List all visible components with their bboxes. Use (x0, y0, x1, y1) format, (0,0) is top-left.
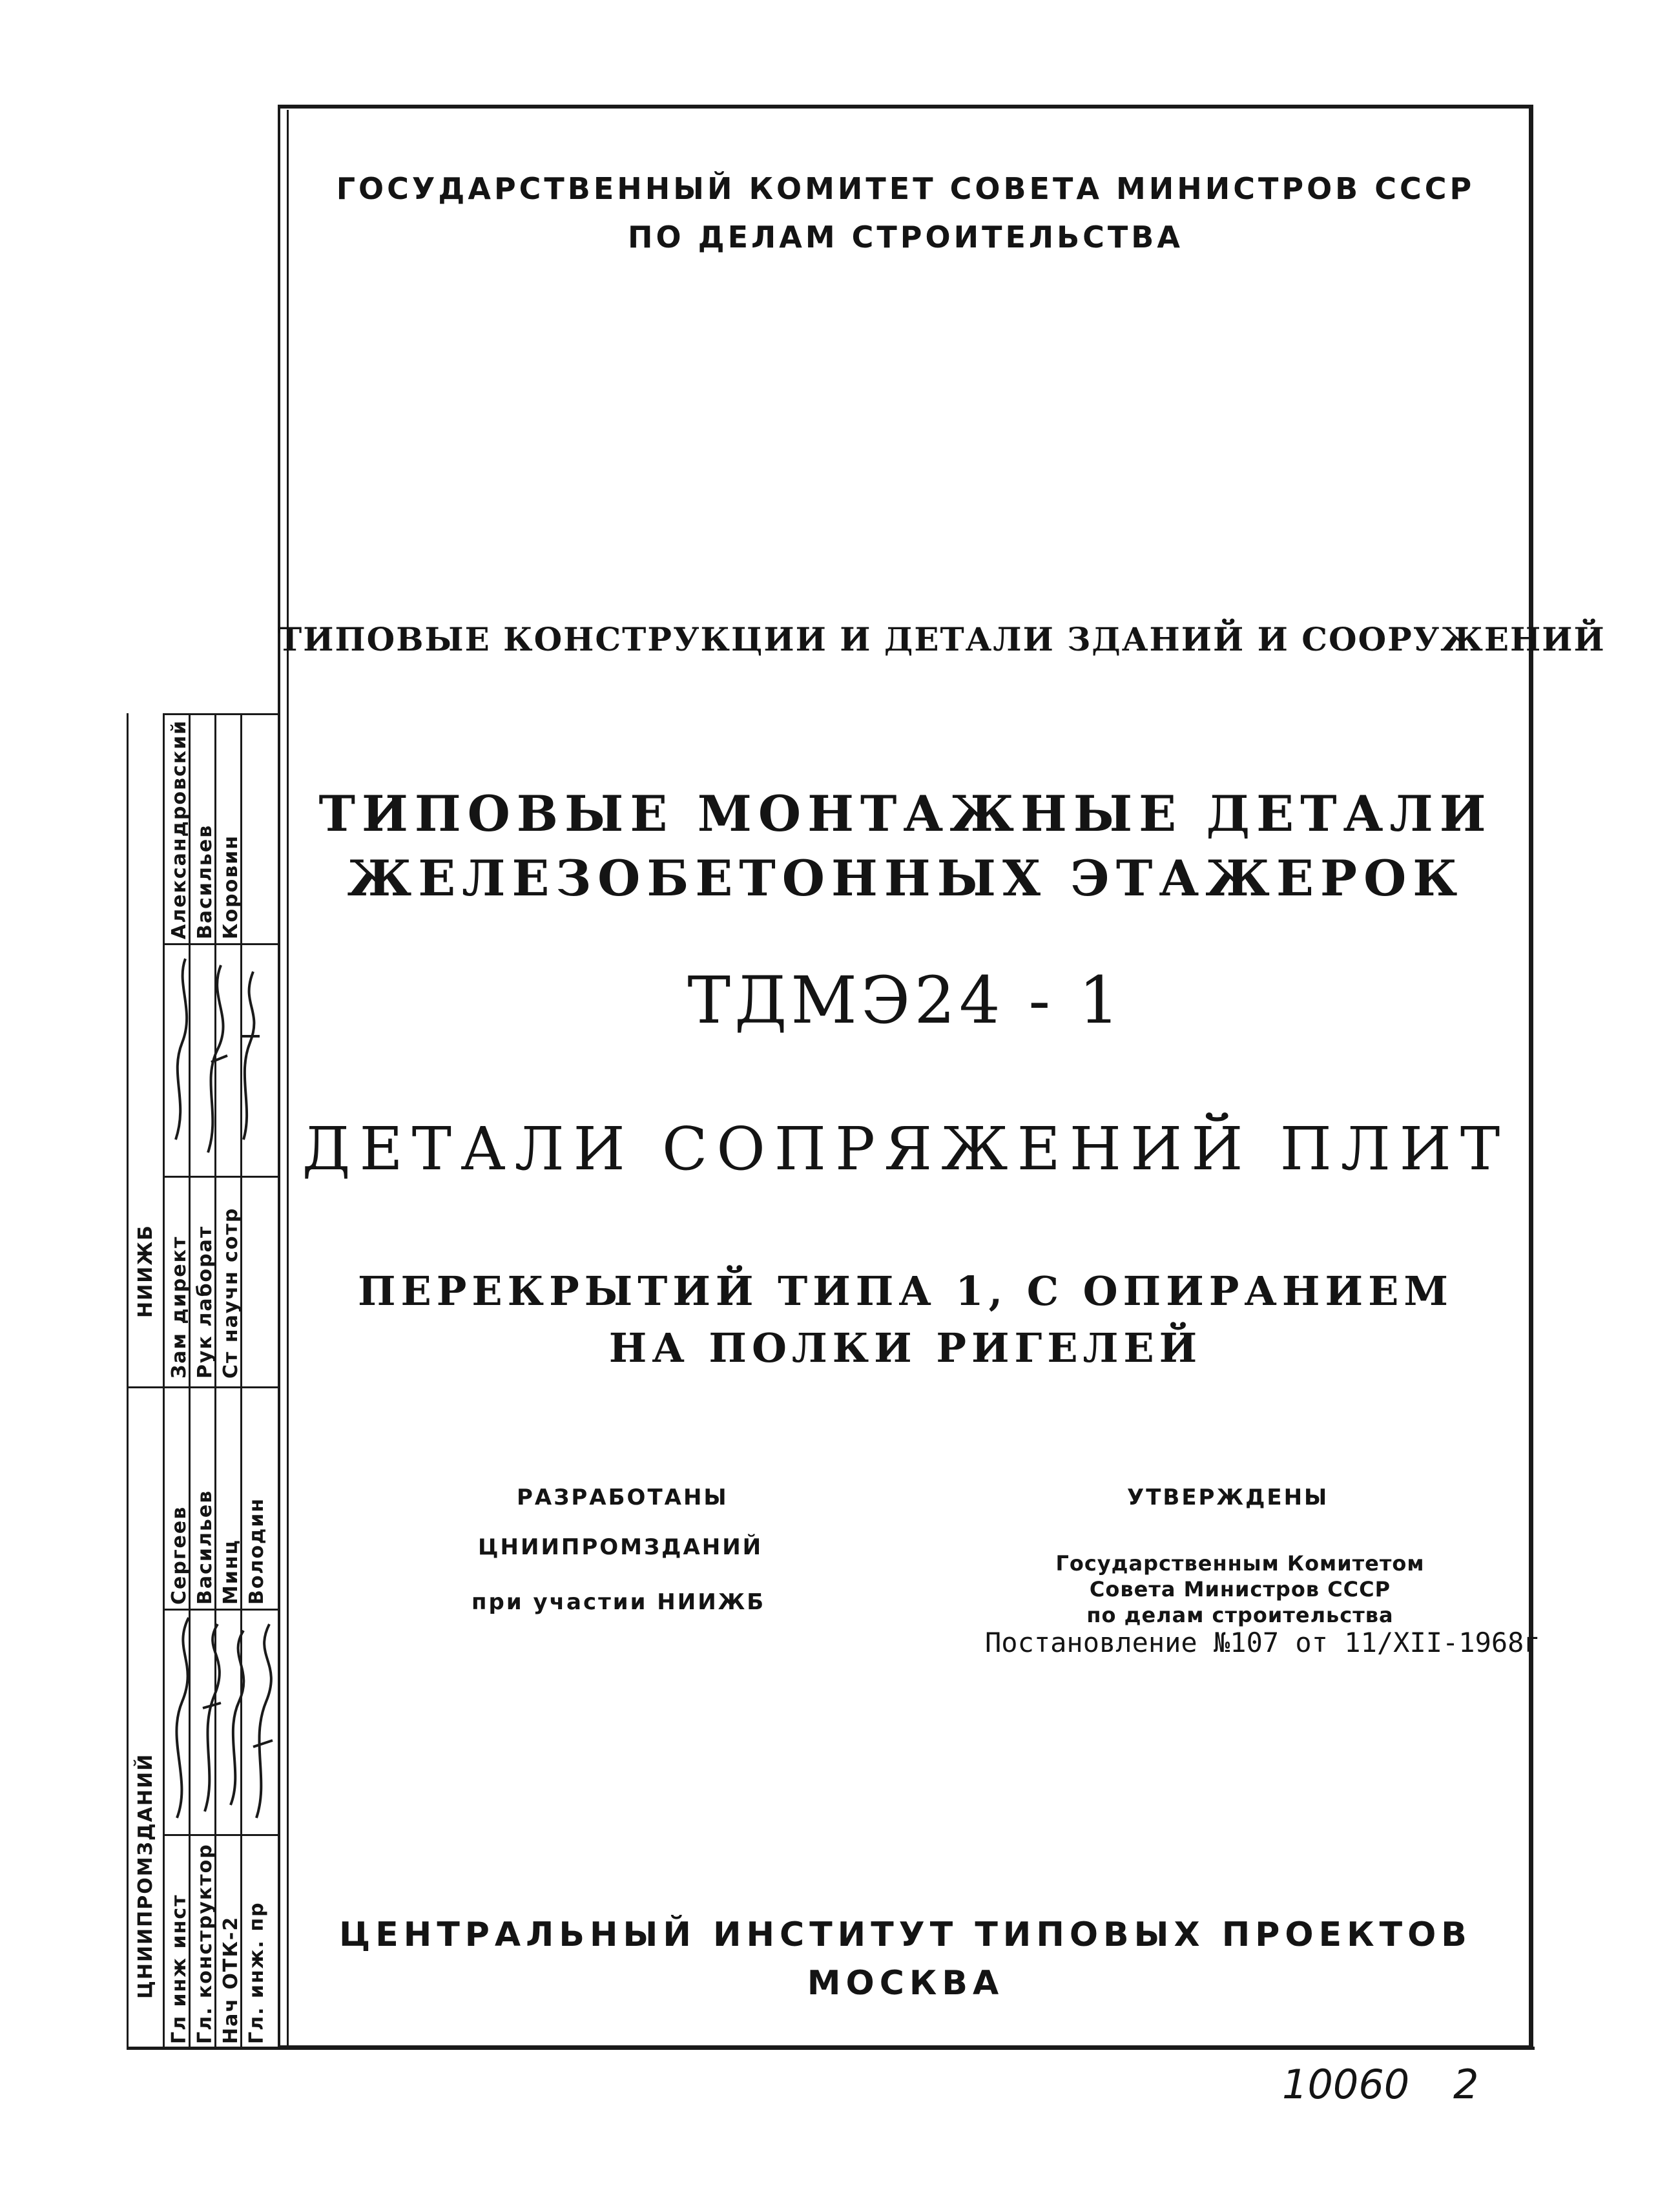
subtitle-line-2: НА ПОЛКИ РИГЕЛЕЙ (608, 1324, 1203, 1372)
stamp-upper-position: Рук лаборат (194, 1225, 216, 1379)
stamp-lower-position: Гл. инж. пр (245, 1901, 268, 2044)
title-line-1: ТИПОВЫЕ МОНТАЖНЫЕ ДЕТАЛИ (318, 785, 1493, 842)
stamp-upper-name: Александровский (168, 719, 191, 939)
stamp-rule (163, 713, 278, 715)
sheet-number: 2 (1453, 2061, 1479, 2108)
bottom-rule (127, 2047, 1535, 2050)
title-frame (278, 105, 1606, 2049)
stamp-lower-position: Гл. конструктор (194, 1843, 216, 2044)
stamp-upper-org: НИИЖБ (134, 1224, 157, 1318)
approval-stamp (127, 713, 278, 2048)
stamp-lower-position: Гл инж инст (168, 1894, 191, 2044)
signature-scribble (163, 946, 278, 1172)
stamp-lower-name: Володин (245, 1497, 268, 1605)
document-code: ТДМЭ24 - 1 (687, 963, 1124, 1038)
approved-line-1: Государственным Комитетом (1055, 1551, 1425, 1576)
approved-line-2: Совета Министров СССР (1089, 1577, 1391, 1602)
stamp-rule (163, 943, 278, 945)
stamp-lower-position: Нач ОТК-2 (220, 1915, 242, 2044)
stamp-upper-name: Васильев (194, 824, 216, 939)
signature-scribble (163, 1611, 278, 1831)
participation: при участии НИИЖБ (471, 1589, 766, 1615)
stamp-upper-position: Ст научн сотр (220, 1207, 242, 1379)
stamp-rule (127, 713, 129, 2048)
document-number: 10060 (1282, 2061, 1410, 2108)
main-title: ДЕТАЛИ СОПРЯЖЕНИЙ ПЛИТ (302, 1114, 1509, 1184)
subtitle-line-1: ПЕРЕКРЫТИЙ ТИПА 1, С ОПИРАНИЕМ (358, 1268, 1453, 1315)
stamp-rule (163, 713, 165, 2048)
stamp-rule (127, 1386, 278, 1388)
stamp-rule (163, 1176, 278, 1178)
frame-inner-rule (287, 110, 289, 2048)
stamp-rule (163, 1834, 278, 1836)
approved-label: УТВЕРЖДЕНЫ (1127, 1485, 1329, 1510)
institute-line-1: ЦЕНТРАЛЬНЫЙ ИНСТИТУТ ТИПОВЫХ ПРОЕКТОВ (339, 1915, 1472, 1954)
decree: Постановление №107 от 11/XII-1968г (985, 1627, 1540, 1658)
stamp-upper-position: Зам директ (168, 1235, 191, 1379)
stamp-rule (163, 1609, 278, 1611)
developed-label: РАЗРАБОТАНЫ (517, 1485, 729, 1510)
approved-block (1020, 1550, 1460, 1628)
developed-by: ЦНИИПРОМЗДАНИЙ (478, 1534, 763, 1560)
series-title: ТИПОВЫЕ КОНСТРУКЦИИ И ДЕТАЛИ ЗДАНИЙ И СООРУЖЕНИЙ (278, 620, 1606, 658)
stamp-lower-name: Васильев (194, 1489, 216, 1605)
header-line-2: ПО ДЕЛАМ СТРОИТЕЛЬСТВА (628, 220, 1183, 255)
header-line-1: ГОСУДАРСТВЕННЫЙ КОМИТЕТ СОВЕТА МИНИСТРОВ СССР (336, 171, 1475, 206)
title-line-2: ЖЕЛЕЗОБЕТОННЫХ ЭТАЖЕРОК (347, 850, 1464, 907)
stamp-lower-org: ЦНИИПРОМЗДАНИЙ (134, 1753, 157, 1999)
institute-line-2: МОСКВА (807, 1964, 1004, 2003)
stamp-upper-name: Коровин (220, 835, 242, 939)
approved-line-3: по делам строительства (1086, 1603, 1394, 1627)
stamp-lower-name: Сергеев (168, 1505, 191, 1605)
stamp-lower-name: Минц (220, 1539, 242, 1605)
